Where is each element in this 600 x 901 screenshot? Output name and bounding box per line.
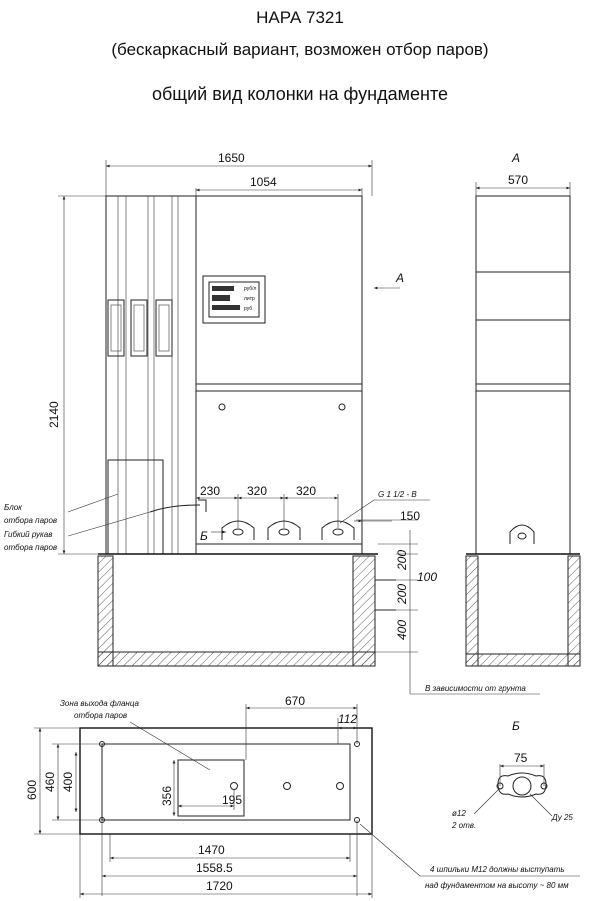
flange-detail (451, 719, 573, 830)
bolts-note-2: над фундаментом на высоту ~ 80 мм (425, 881, 569, 890)
dim-356: 356 (160, 785, 174, 806)
model-title: НАРА 7321 (256, 8, 344, 27)
dim-320-a: 320 (247, 484, 268, 498)
dim-1470: 1470 (198, 843, 225, 857)
dim-100: 100 (417, 570, 438, 584)
bolt-icon (219, 404, 225, 410)
dim-200-a: 200 (395, 549, 409, 570)
dim-670: 670 (285, 694, 306, 708)
vapor-recovery-block (108, 460, 163, 554)
zone-label: Зона выхода фланца (60, 699, 139, 708)
dim-400: 400 (395, 619, 409, 640)
dim-570: 570 (508, 173, 529, 187)
nozzle-group (222, 521, 354, 540)
foundation-inner (102, 744, 350, 820)
dim-200-b: 200 (395, 583, 409, 604)
flexible-hose (150, 505, 200, 512)
dim-460: 460 (43, 771, 57, 792)
bolt-icon (339, 404, 345, 410)
nozzle-hole-icon (231, 783, 238, 790)
amount-display (212, 305, 240, 310)
dim-1720: 1720 (206, 879, 233, 893)
hose-label-2: отбора паров (4, 543, 58, 552)
dim-150: 150 (400, 509, 421, 523)
zone-label-2: отбора паров (74, 711, 128, 720)
flange-bore-icon (513, 777, 531, 795)
nozzle-icon (510, 525, 534, 544)
nozzle-holder-window (131, 300, 147, 356)
dispenser-cabinet (196, 196, 362, 554)
hose-column-panel (106, 196, 196, 554)
nominal-label: Ду 25 (552, 813, 573, 822)
nozzle-hole-icon (284, 783, 291, 790)
side-view (466, 151, 580, 666)
dim-1558: 1558.5 (196, 861, 233, 875)
svg-text:руб: руб (244, 306, 253, 312)
connection-label: G 1 1/2 - B (378, 490, 417, 499)
dim-320-b: 320 (296, 484, 317, 498)
dim-230: 230 (200, 484, 221, 498)
hole-count-label: 2 отв. (452, 821, 477, 830)
volume-display (212, 295, 230, 301)
dim-2140: 2140 (47, 401, 61, 428)
section-b-marker: Б (200, 529, 208, 543)
vapor-block-label: Блок (4, 503, 22, 512)
dim-75: 75 (514, 751, 528, 765)
nozzle-holder-window (108, 300, 124, 356)
plan-view (25, 694, 580, 898)
hole-dia-label: ø12 (452, 809, 466, 818)
svg-text:руб/л: руб/л (244, 286, 257, 292)
price-display (212, 286, 234, 291)
view-subtitle: общий вид колонки на фундаменте (151, 84, 449, 104)
dim-1650: 1650 (218, 151, 245, 165)
flange-title: Б (512, 719, 520, 733)
dim-600: 600 (25, 779, 39, 800)
side-body (476, 196, 570, 554)
ground-note: В зависимости от грунта (425, 684, 526, 693)
dim-112: 112 (338, 712, 358, 726)
dim-1054: 1054 (250, 175, 277, 189)
bolts-note: 4 шпильки М12 должны выступать (430, 865, 565, 874)
hose-label: Гибкий рукав (4, 530, 53, 539)
view-a-marker: A (396, 271, 405, 285)
dim-400: 400 (61, 771, 75, 792)
front-view (4, 151, 540, 694)
svg-text:литр: литр (244, 296, 255, 302)
variant-subtitle: (бескаркасный вариант, возможен отбор паров) (111, 40, 489, 59)
vapor-block-label-2: отбора паров (4, 516, 58, 525)
side-view-title: A (512, 151, 521, 165)
nozzle-holder-window (156, 300, 172, 356)
dim-195: 195 (222, 793, 243, 807)
nozzle-hole-icon (337, 783, 344, 790)
